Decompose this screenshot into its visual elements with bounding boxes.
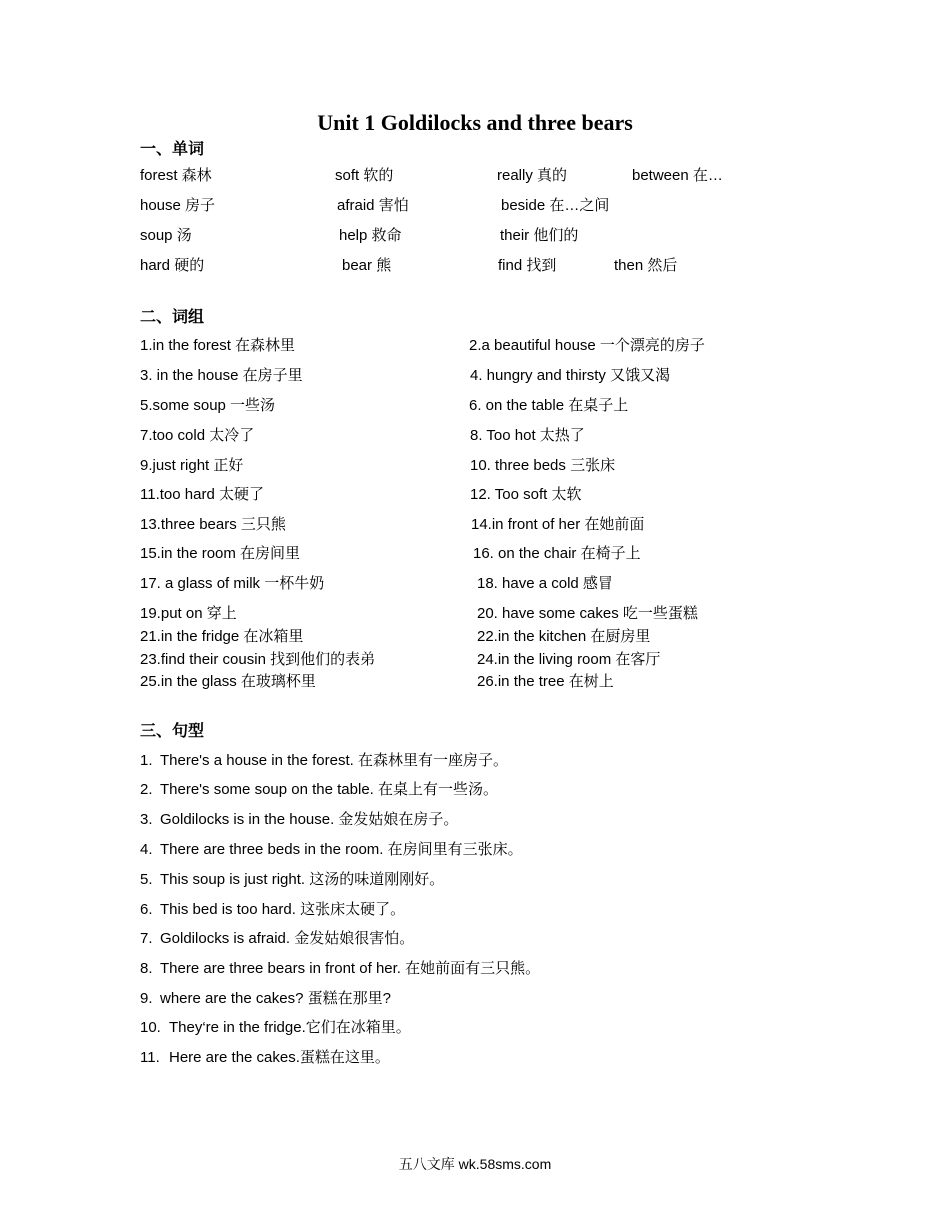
sentence-item bbox=[140, 749, 508, 770]
phrase-item: 7.too cold 太冷了 bbox=[140, 427, 255, 444]
word-item: beside 在…之间 bbox=[501, 197, 610, 214]
page-title: Unit 1 Goldilocks and three bears bbox=[317, 110, 633, 135]
sentence-number: 2. bbox=[140, 781, 153, 798]
sentence-number: 9. bbox=[140, 990, 153, 1007]
phrase-item: 24.in the living room 在客厅 bbox=[477, 651, 661, 668]
sentence-text: This bed is too hard. 这张床太硬了。 bbox=[160, 901, 406, 918]
sentence-text: There are three beds in the room. 在房间里有三张床。 bbox=[160, 841, 523, 858]
sentence-item bbox=[140, 868, 444, 889]
section-words-heading: 一、单词 bbox=[140, 141, 205, 158]
sentence-text: Here are the cakes.蛋糕在这里。 bbox=[169, 1049, 390, 1066]
word-item: their 他们的 bbox=[500, 227, 579, 244]
word-item: hard 硬的 bbox=[140, 257, 205, 274]
sentence-number: 5. bbox=[140, 871, 153, 888]
sentence-text: Goldilocks is afraid. 金发姑娘很害怕。 bbox=[160, 930, 415, 947]
word-item: afraid 害怕 bbox=[337, 197, 409, 214]
phrase-item: 4. hungry and thirsty 又饿又渴 bbox=[470, 367, 671, 384]
phrase-item: 6. on the table 在桌子上 bbox=[469, 397, 629, 414]
sentence-item bbox=[140, 778, 498, 799]
phrase-item: 25.in the glass 在玻璃杯里 bbox=[140, 673, 316, 690]
sentence-item bbox=[140, 808, 458, 829]
phrase-item: 13.three bears 三只熊 bbox=[140, 516, 286, 533]
section-sentences-heading: 三、句型 bbox=[140, 723, 205, 740]
word-item: really 真的 bbox=[497, 167, 568, 184]
sentence-text: This soup is just right. 这汤的味道刚刚好。 bbox=[160, 871, 445, 888]
word-item: between 在… bbox=[632, 167, 723, 184]
phrase-item: 21.in the fridge 在冰箱里 bbox=[140, 628, 304, 645]
sentence-item bbox=[140, 898, 405, 919]
sentence-number: 11. bbox=[140, 1049, 160, 1066]
sentence-text: Goldilocks is in the house. 金发姑娘在房子。 bbox=[160, 811, 459, 828]
phrase-item: 12. Too soft 太软 bbox=[470, 486, 582, 503]
sentence-number: 4. bbox=[140, 841, 153, 858]
section-phrases-heading: 二、词组 bbox=[140, 309, 205, 326]
sentence-number: 8. bbox=[140, 960, 153, 977]
word-item: soup 汤 bbox=[140, 227, 192, 244]
sentence-text: where are the cakes? 蛋糕在那里? bbox=[160, 990, 391, 1007]
page-footer: 五八文库 wk.58sms.com bbox=[398, 1156, 552, 1172]
sentence-number: 3. bbox=[140, 811, 153, 828]
sentence-item bbox=[140, 927, 414, 948]
sentence-text: There's some soup on the table. 在桌上有一些汤。 bbox=[160, 781, 498, 798]
sentence-text: There are three bears in front of her. 在她前面有三只熊。 bbox=[160, 960, 541, 977]
word-item: help 救命 bbox=[339, 227, 402, 244]
phrase-item: 2.a beautiful house 一个漂亮的房子 bbox=[469, 337, 705, 354]
phrase-item: 23.find their cousin 找到他们的表弟 bbox=[140, 651, 376, 668]
phrase-item: 18. have a cold 感冒 bbox=[477, 575, 613, 592]
phrase-item: 9.just right 正好 bbox=[140, 457, 244, 474]
phrase-item: 14.in front of her 在她前面 bbox=[471, 516, 645, 533]
sentence-text: There's a house in the forest. 在森林里有一座房子。 bbox=[160, 752, 508, 769]
phrase-item: 19.put on 穿上 bbox=[140, 605, 237, 622]
word-item: then 然后 bbox=[614, 257, 678, 274]
sentence-item bbox=[140, 987, 391, 1008]
sentence-item bbox=[140, 1016, 411, 1037]
sentence-text: They‘re in the fridge.它们在冰箱里。 bbox=[169, 1019, 411, 1036]
word-item: bear 熊 bbox=[342, 257, 392, 274]
phrase-item: 22.in the kitchen 在厨房里 bbox=[477, 628, 651, 645]
phrase-item: 1.in the forest 在森林里 bbox=[140, 337, 296, 354]
sentence-item bbox=[140, 957, 540, 978]
phrase-item: 26.in the tree 在树上 bbox=[477, 673, 614, 690]
phrase-item: 8. Too hot 太热了 bbox=[470, 427, 585, 444]
phrase-item: 11.too hard 太硬了 bbox=[140, 486, 264, 503]
phrase-item: 16. on the chair 在椅子上 bbox=[473, 545, 641, 562]
word-item: find 找到 bbox=[498, 257, 557, 274]
word-item: soft 软的 bbox=[335, 167, 394, 184]
sentence-number: 6. bbox=[140, 901, 153, 918]
sentence-item bbox=[140, 1046, 390, 1067]
sentence-number: 7. bbox=[140, 930, 153, 947]
phrase-item: 10. three beds 三张床 bbox=[470, 457, 616, 474]
word-item: forest 森林 bbox=[140, 167, 212, 184]
sentence-number: 1. bbox=[140, 752, 153, 769]
word-item: house 房子 bbox=[140, 197, 216, 214]
phrase-item: 17. a glass of milk 一杯牛奶 bbox=[140, 575, 325, 592]
phrase-item: 5.some soup 一些汤 bbox=[140, 397, 276, 414]
sentence-item bbox=[140, 838, 523, 859]
phrase-item: 15.in the room 在房间里 bbox=[140, 545, 301, 562]
phrase-item: 3. in the house 在房子里 bbox=[140, 367, 303, 384]
phrase-item: 20. have some cakes 吃一些蛋糕 bbox=[477, 605, 698, 622]
sentence-number: 10. bbox=[140, 1019, 161, 1036]
